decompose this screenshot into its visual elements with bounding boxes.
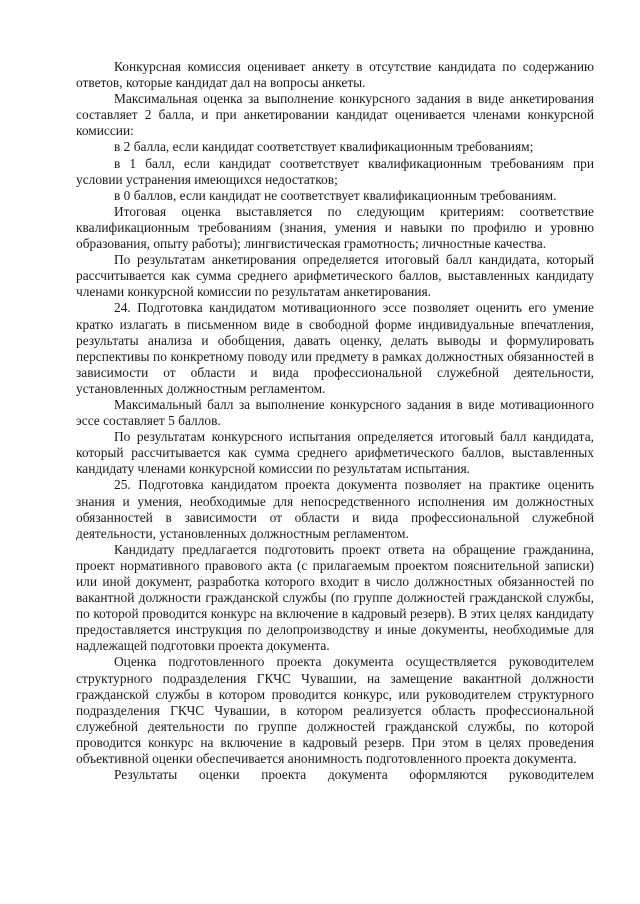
paragraph-draft-task: Кандидату предлагается подготовить проект ответа на обращение гражданина, проект нормативного правового акта (с прилагаемым проектом пояснительной записки) или иной документ, разработка которого входит в число должностных обязанностей по вакантной должности гражданской службы (по группе должностей гражданской службы, по которой проводится конкурс на включение в кадровый резерв). В этих целях кандидату предоставляется инструкция по делопроизводству и иные документы, необходимые для надлежащей подготовки проекта документа. xyxy=(76,541,594,654)
paragraph-questionnaire-result: По результатам анкетирования определяется итоговый балл кандидата, который рассчитывается как сумма среднего арифметического баллов, выставленных кандидату членами конкурсной комиссии по результатам анкетирования. xyxy=(76,252,594,300)
paragraph-24-motivation-essay: 24. Подготовка кандидатом мотивационного эссе позволяет оценить его умение кратко излагать в письменном виде в свободной форме индивидуальные впечатления, результаты анализа и обобщения, давать оценку, делать выводы и формулировать перспективы по конкретному поводу или предмету в рамках должностных обязанностей в зависимости от области и вида профессиональной служебной деятельности, установленных должностным регламентом. xyxy=(76,300,594,396)
list-item-1-point: в 1 балл, если кандидат соответствует квалификационным требованиям при условии устранения имеющихся недостатков; xyxy=(76,155,594,187)
paragraph-questionnaire-max-score: Максимальная оценка за выполнение конкурсного задания в виде анкетирования составляет 2 балла, и при анкетировании кандидат оценивается членами конкурсной комиссии: xyxy=(76,91,594,139)
paragraph-final-score-criteria: Итоговая оценка выставляется по следующим критериям: соответствие квалификационным требованиям (знания, умения и навыки по профилю и уровню образования, опыту работы); лингвистическая грамотность; личностные качества. xyxy=(76,203,594,252)
paragraph-draft-evaluation: Оценка подготовленного проекта документа осуществляется руководителем структурного подразделения ГКЧС Чувашии, на замещение вакантной должности гражданской службы в котором проводится конкурс, или руководителем структурного подразделения ГКЧС Чувашии, в котором реализуется область профессиональной служебной деятельности по группе должностей гражданской службы, по которой проводится конкурс на включение в кадровый резерв. При этом в целях проведения объективной оценки обеспечивается анонимность подготовленного проекта документа. xyxy=(76,654,594,767)
paragraph-essay-max-score: Максимальный балл за выполнение конкурсного задания в виде мотивационного эссе составляет 5 баллов. xyxy=(76,396,594,429)
paragraph-draft-results: Результаты оценки проекта документа оформляются руководителем xyxy=(114,767,594,783)
list-item-0-points: в 0 баллов, если кандидат не соответствует квалификационным требованиям. xyxy=(114,187,557,203)
paragraph-25-document-draft: 25. Подготовка кандидатом проекта документа позволяет на практике оценить знания и умения, необходимые для непосредственного исполнения им должностных обязанностей в зависимости от области и вида профессиональной служебной деятельности, установленных должностным регламентом. xyxy=(76,477,594,541)
document-page xyxy=(76,59,594,783)
paragraph-questionnaire-evaluation: Конкурсная комиссия оценивает анкету в отсутствие кандидата по содержанию ответов, которые кандидат дал на вопросы анкеты. xyxy=(76,59,594,91)
list-item-2-points: в 2 балла, если кандидат соответствует квалификационным требованиям; xyxy=(114,139,534,155)
paragraph-essay-result: По результатам конкурсного испытания определяется итоговый балл кандидата, который рассчитывается как сумма среднего арифметического баллов, выставленных кандидату членами конкурсной комиссии по результатам испытания. xyxy=(76,429,594,477)
